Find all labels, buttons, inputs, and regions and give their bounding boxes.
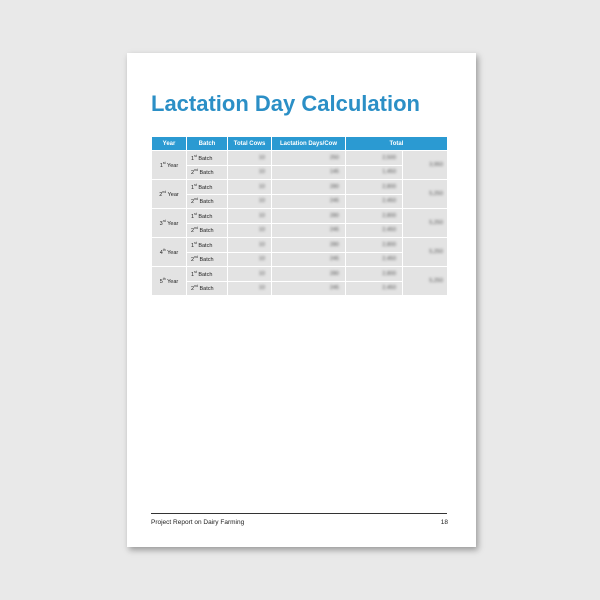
row-total-cell (346, 282, 402, 296)
row-total-cell (346, 224, 402, 238)
total-cows-value: 10 (258, 183, 265, 190)
year-cell (152, 180, 186, 208)
total-cows-cell (228, 209, 271, 223)
batch-label: Batch (196, 271, 213, 278)
lactation-days-value: 280 (329, 212, 339, 219)
batch-label: Batch (196, 213, 213, 220)
row-total-cell (346, 253, 402, 267)
lactation-days-cell (272, 267, 345, 281)
batch-cell (187, 253, 227, 267)
row-total-value: 2,800 (382, 183, 396, 190)
year-suffix: rd (162, 219, 166, 224)
year-total-value: 5,250 (429, 220, 443, 226)
lactation-days-cell (272, 180, 345, 194)
year-number: 5 (159, 278, 163, 285)
row-total-cell (346, 209, 402, 223)
batch-number: 1 (191, 155, 195, 162)
batch-label: Batch (196, 184, 213, 191)
batch-suffix: nd (194, 197, 198, 202)
lactation-days-cell (272, 282, 345, 296)
year-number: 2 (159, 191, 163, 198)
batch-number: 1 (191, 184, 195, 191)
total-cows-value: 10 (258, 285, 265, 292)
batch-number: 2 (191, 170, 195, 177)
year-cell (152, 209, 186, 237)
table-row (152, 151, 447, 165)
row-total-value: 2,800 (382, 241, 396, 248)
year-total-value: 5,250 (429, 278, 443, 284)
lactation-days-cell (272, 253, 345, 267)
total-cows-value: 10 (258, 227, 265, 234)
total-cows-value: 10 (258, 198, 265, 205)
batch-suffix: st (194, 153, 197, 158)
year-suffix: nd (162, 190, 167, 195)
batch-cell (187, 282, 227, 296)
lactation-days-cell (272, 238, 345, 252)
year-total-cell (403, 180, 447, 208)
year-label: Year (165, 249, 179, 256)
year-total-cell (403, 267, 447, 295)
lactation-days-value: 145 (329, 169, 339, 176)
total-cows-value: 10 (258, 212, 265, 219)
batch-number: 1 (191, 271, 195, 278)
batch-suffix: nd (194, 168, 198, 173)
row-total-value: 2,450 (382, 198, 396, 205)
table-row (152, 180, 447, 194)
total-cows-cell (228, 166, 271, 180)
year-total-cell (403, 151, 447, 179)
batch-suffix: st (194, 269, 197, 274)
lactation-days-cell (272, 166, 345, 180)
row-total-cell (346, 267, 402, 281)
total-cows-cell (228, 282, 271, 296)
year-total-value: 5,250 (429, 191, 443, 197)
table-row (152, 209, 447, 223)
table-row (152, 267, 447, 281)
year-number: 3 (159, 220, 163, 227)
year-total-value: 5,250 (429, 249, 443, 255)
year-number: 4 (159, 249, 163, 256)
batch-suffix: st (194, 211, 197, 216)
year-total-cell (403, 209, 447, 237)
row-total-value: 2,800 (382, 270, 396, 277)
lactation-days-value: 280 (329, 183, 339, 190)
batch-label: Batch (196, 155, 213, 162)
total-cows-cell (228, 267, 271, 281)
total-cows-value: 10 (258, 256, 265, 263)
total-cows-value: 10 (258, 169, 265, 176)
header-batch: Batch (187, 137, 227, 150)
row-total-cell (346, 195, 402, 209)
page-number: 18 (440, 519, 448, 526)
total-cows-value: 10 (258, 241, 265, 248)
batch-cell (187, 195, 227, 209)
year-cell (152, 238, 186, 266)
total-cows-cell (228, 180, 271, 194)
batch-cell (187, 209, 227, 223)
footer-title: Project Report on Dairy Farming (151, 519, 245, 526)
header-lactation-days: Lactation Days/Cow (272, 137, 345, 150)
batch-cell (187, 166, 227, 180)
document-page (127, 53, 476, 547)
table-row (152, 238, 447, 252)
batch-label: Batch (197, 199, 214, 206)
lactation-days-value: 245 (329, 256, 339, 263)
total-cows-cell (228, 224, 271, 238)
batch-number: 2 (191, 257, 195, 264)
batch-suffix: nd (194, 284, 198, 289)
row-total-cell (346, 180, 402, 194)
batch-cell (187, 238, 227, 252)
row-total-value: 2,500 (382, 154, 396, 161)
year-cell (152, 151, 186, 179)
header-total: Total (346, 137, 447, 150)
row-total-cell (346, 151, 402, 165)
row-total-value: 2,450 (382, 227, 396, 234)
total-cows-cell (228, 151, 271, 165)
footer-divider (151, 513, 447, 514)
year-label: Year (165, 278, 179, 285)
year-suffix: th (162, 277, 166, 282)
batch-suffix: nd (194, 255, 198, 260)
row-total-cell (346, 238, 402, 252)
batch-cell (187, 224, 227, 238)
lactation-days-value: 250 (329, 154, 339, 161)
total-cows-cell (228, 238, 271, 252)
batch-label: Batch (196, 242, 213, 249)
year-label: Year (165, 162, 179, 169)
row-total-value: 2,450 (382, 256, 396, 263)
lactation-table (151, 136, 448, 296)
year-cell (152, 267, 186, 295)
table-body (152, 151, 447, 295)
batch-cell (187, 180, 227, 194)
batch-cell (187, 267, 227, 281)
lactation-days-value: 280 (329, 241, 339, 248)
year-suffix: th (162, 248, 166, 253)
year-label: Year (166, 191, 179, 198)
lactation-days-value: 280 (329, 270, 339, 277)
table-header-row (152, 137, 447, 150)
year-number: 1 (159, 162, 163, 169)
lactation-days-cell (272, 209, 345, 223)
batch-suffix: st (194, 182, 197, 187)
batch-number: 1 (191, 242, 195, 249)
total-cows-cell (228, 195, 271, 209)
year-suffix: st (162, 161, 166, 166)
page-title: Lactation Day Calculation (151, 91, 420, 116)
row-total-value: 2,450 (382, 285, 396, 292)
batch-label: Batch (197, 228, 214, 235)
lactation-days-cell (272, 224, 345, 238)
lactation-days-value: 245 (329, 227, 339, 234)
row-total-cell (346, 166, 402, 180)
row-total-value: 1,450 (382, 169, 396, 176)
lactation-days-value: 245 (329, 285, 339, 292)
row-total-value: 2,800 (382, 212, 396, 219)
total-cows-value: 10 (258, 154, 265, 161)
year-total-value: 3,950 (429, 162, 443, 168)
header-total-cows: Total Cows (228, 137, 271, 150)
year-label: Year (165, 220, 179, 227)
batch-number: 1 (191, 213, 195, 220)
total-cows-value: 10 (258, 270, 265, 277)
batch-label: Batch (197, 170, 214, 177)
batch-number: 2 (191, 286, 195, 293)
year-total-cell (403, 238, 447, 266)
batch-number: 2 (191, 199, 195, 206)
header-year: Year (152, 137, 186, 150)
batch-label: Batch (197, 257, 214, 264)
batch-cell (187, 151, 227, 165)
lactation-days-cell (272, 151, 345, 165)
batch-suffix: st (194, 240, 197, 245)
lactation-days-cell (272, 195, 345, 209)
batch-suffix: nd (194, 226, 198, 231)
batch-label: Batch (197, 286, 214, 293)
batch-number: 2 (191, 228, 195, 235)
total-cows-cell (228, 253, 271, 267)
lactation-days-value: 245 (329, 198, 339, 205)
